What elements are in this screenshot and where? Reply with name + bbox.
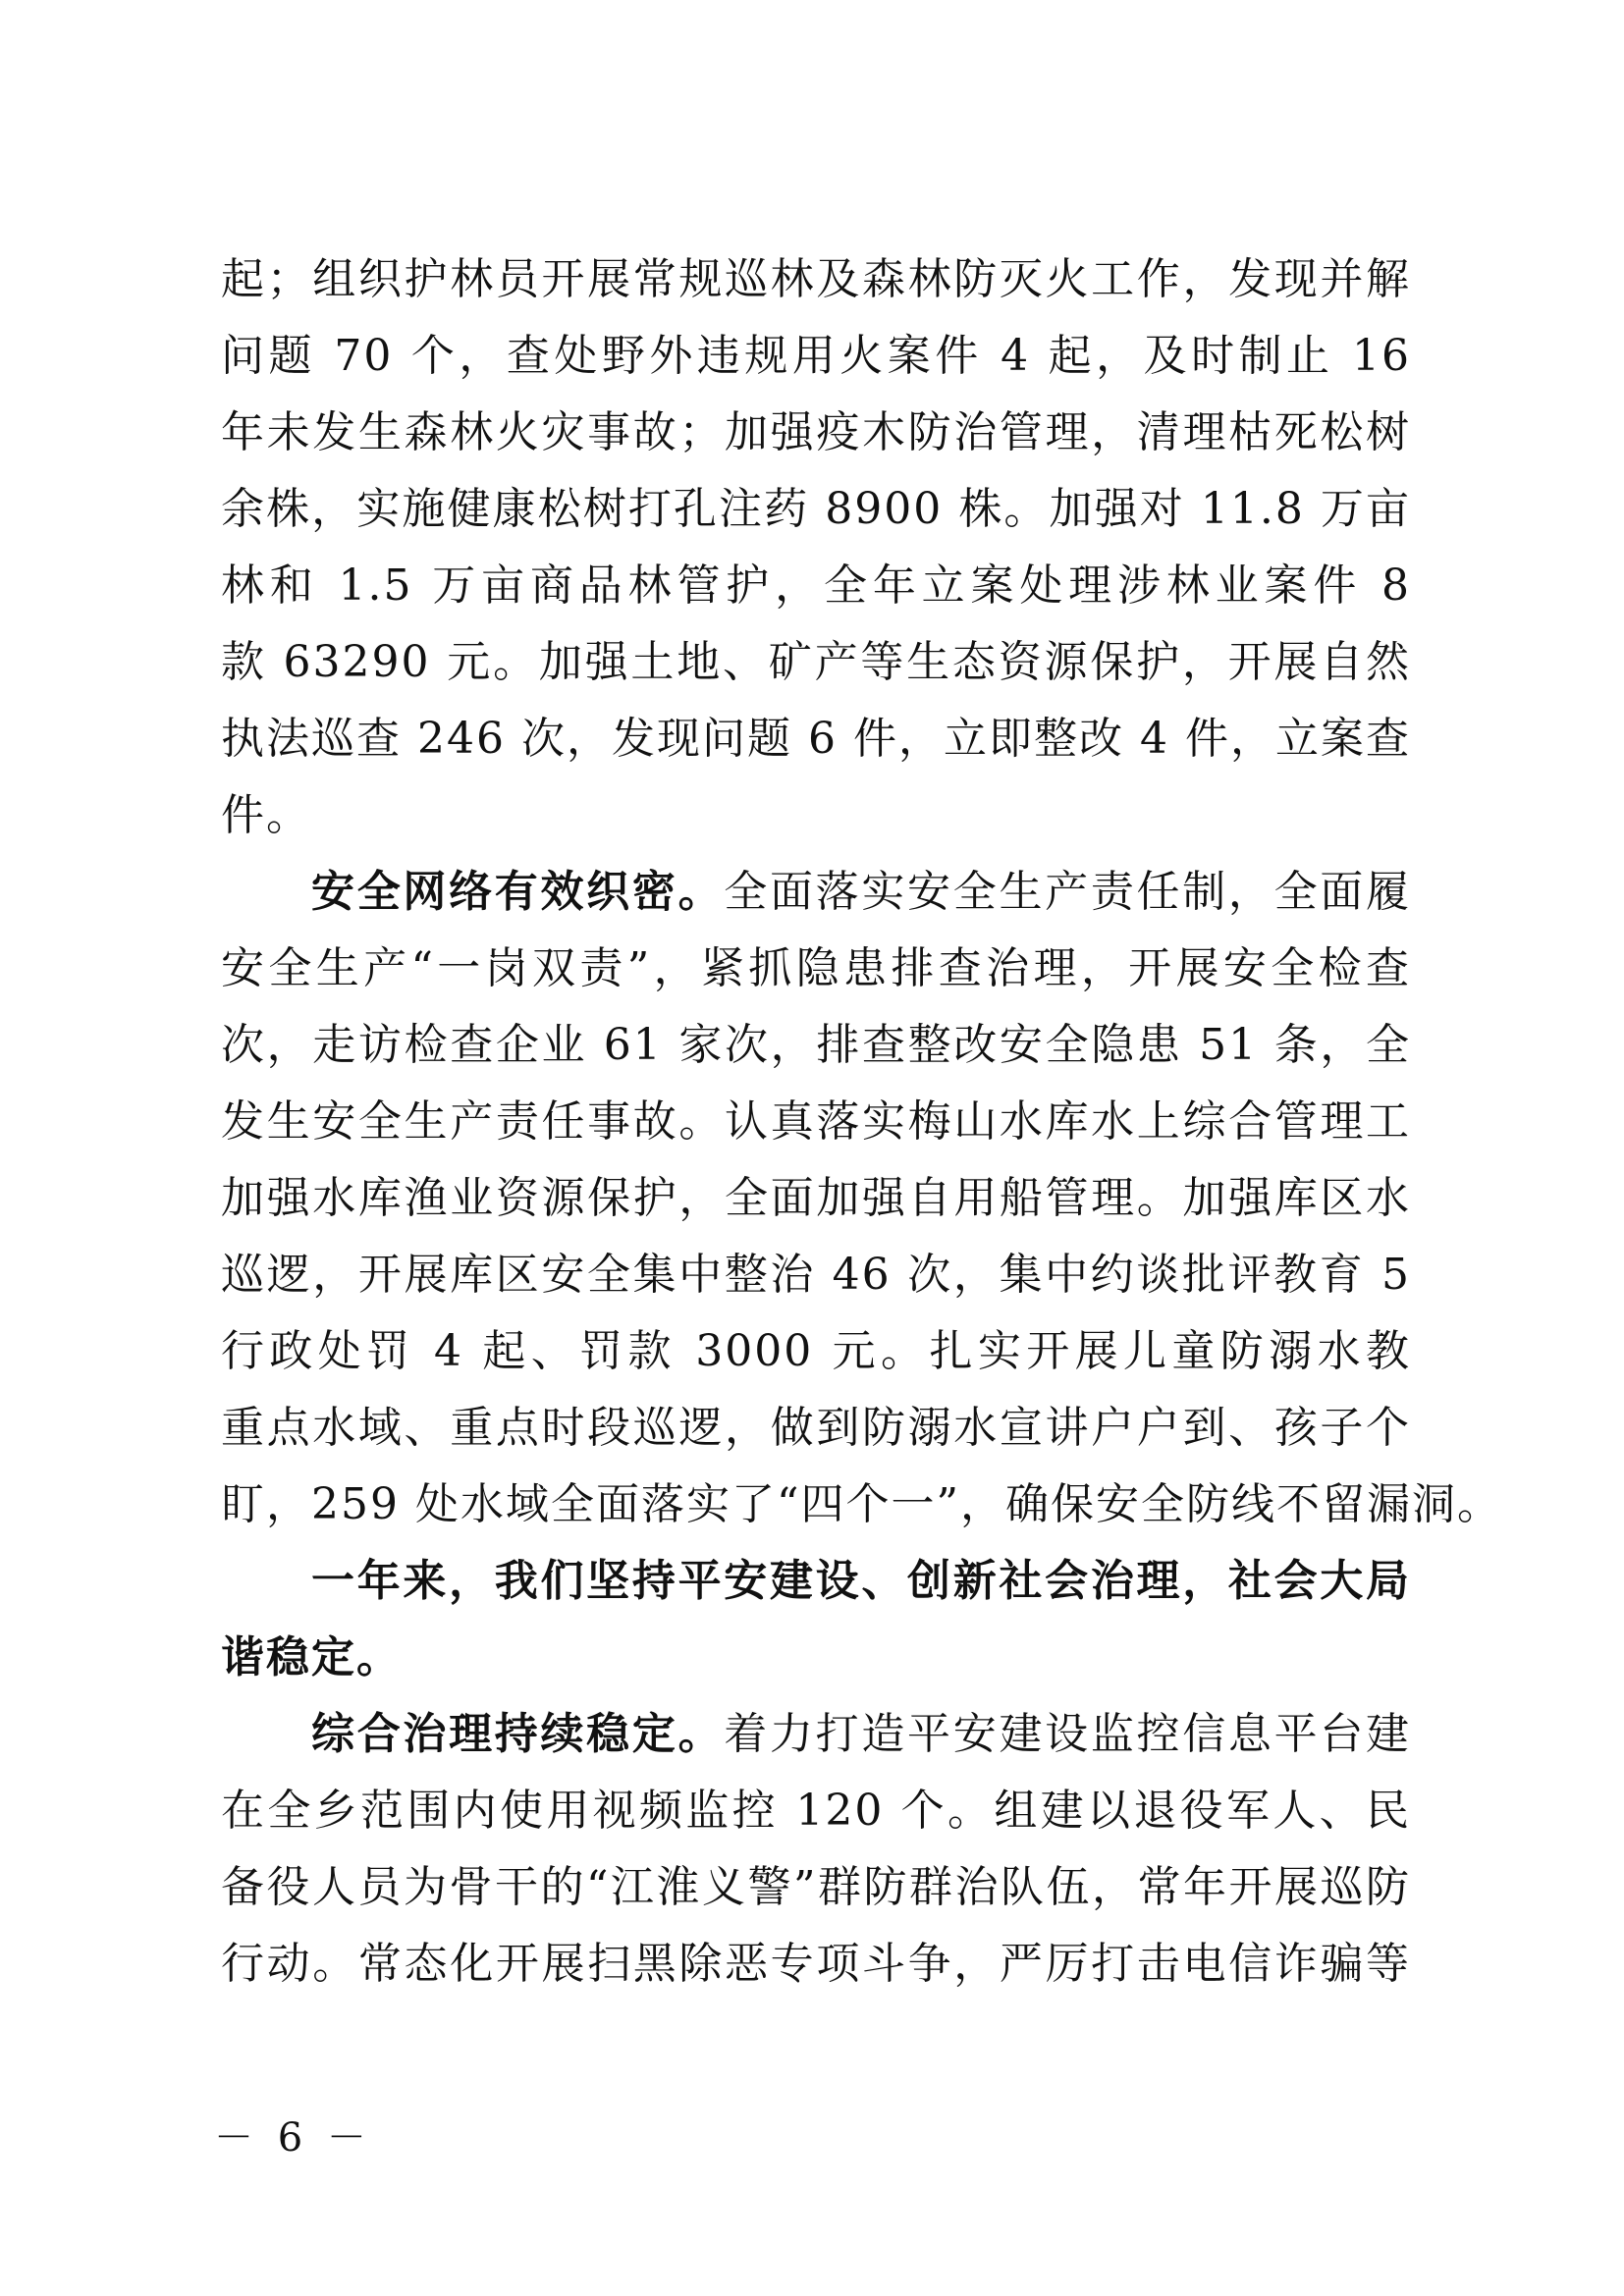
document-body — [221, 241, 1502, 2002]
body-line: 起；组织护林员开展常规巡林及森林防灭火工作，发现并解 — [221, 254, 1411, 304]
body-line: 发生安全生产责任事故。认真落实梅山水库水上综合管理工 — [221, 1096, 1411, 1147]
body-line: 余株，实施健康松树打孔注药 8900 株。加强对 11.8 万亩 — [221, 484, 1411, 534]
governance-section-title: 综合治理持续稳定。 — [311, 1709, 725, 1759]
body-line: 巡逻，开展库区安全集中整治 46 次，集中约谈批评教育 5 — [221, 1250, 1411, 1300]
safety-section-title: 安全网络有效织密。 — [311, 867, 725, 917]
body-line: 加强水库渔业资源保护，全面加强自用船管理。加强库区水 — [221, 1173, 1411, 1223]
body-line: 备役人员为骨干的“江淮义警”群防群治队伍，常年开展巡防 — [221, 1862, 1411, 1912]
body-line: 次，走访检查企业 61 家次，排查整改安全隐患 51 条，全 — [221, 1020, 1411, 1070]
body-line: 在全乡范围内使用视频监控 120 个。组建以退役军人、民 — [221, 1786, 1411, 1836]
safety-paragraph-first-line — [221, 854, 1411, 931]
section-heading: 一年来，我们坚持平安建设、创新社会治理，社会大局 — [311, 1556, 1411, 1606]
body-line: 盯，259 处水域全面落实了“四个一”，确保安全防线不留漏洞。 — [221, 1479, 1502, 1529]
body-line: 行政处罚 4 起、罚款 3000 元。扎实开展儿童防溺水教 — [221, 1326, 1411, 1376]
body-line: 问题 70 个，查处野外违规用火案件 4 起，及时制止 16 — [221, 331, 1411, 381]
governance-first-line-text: 着力打造平安建设监控信息平台建 — [724, 1709, 1411, 1759]
governance-paragraph-first-line — [221, 1696, 1411, 1773]
safety-first-line-text: 全面落实安全生产责任制，全面履 — [724, 867, 1411, 917]
body-line: 执法巡查 246 次，发现问题 6 件，立即整改 4 件，立案查 — [221, 714, 1411, 764]
body-line: 重点水域、重点时段巡逻，做到防溺水宣讲户户到、孩子个 — [221, 1403, 1411, 1453]
body-line: 林和 1.5 万亩商品林管护，全年立案处理涉林业案件 8 — [221, 561, 1411, 611]
body-line: 行动。常态化开展扫黑除恶专项斗争，严厉打击电信诈骗等 — [221, 1939, 1411, 1989]
page-number: － 6 － — [214, 2115, 372, 2161]
body-line: 年未发生森林火灾事故；加强疫木防治管理，清理枯死松树 — [221, 407, 1411, 457]
body-line: 款 63290 元。加强土地、矿产等生态资源保护，开展自然 — [221, 637, 1411, 687]
section-heading-continued: 谐稳定。 — [221, 1632, 402, 1682]
body-line: 安全生产“一岗双责”，紧抓隐患排查治理，开展安全检查 — [221, 943, 1411, 993]
body-line: 件。 — [221, 790, 311, 840]
